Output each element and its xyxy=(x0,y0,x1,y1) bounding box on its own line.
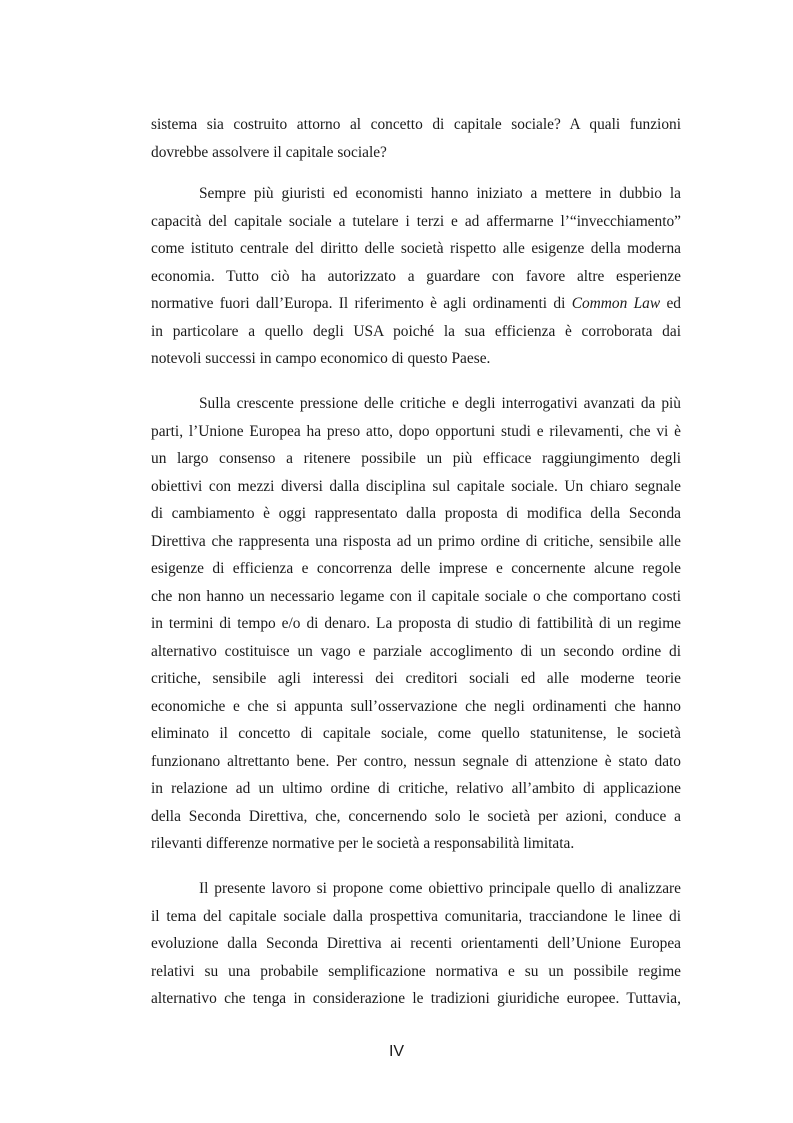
paragraph-line: economia. Tutto ciò ha autorizzato a guardare con favore altre esperienze xyxy=(151,267,681,285)
paragraph-line: Il presente lavoro si propone come obiettivo principale quello di analizzare xyxy=(199,880,681,897)
paragraph-line: un largo consenso a ritenere possibile un più efficace raggiungimento degli xyxy=(151,450,681,467)
paragraph-2 xyxy=(151,180,681,373)
paragraph-4 xyxy=(151,875,681,1013)
paragraph-line: parti, l’Unione Europea ha preso atto, dopo opportuni studi e rilevamenti, che vi è xyxy=(151,422,681,440)
paragraph-line: Direttiva che rappresenta una risposta ad un primo ordine di critiche, sensibile alle xyxy=(151,532,681,550)
paragraph-line: alternativo costituisce un vago e parziale accoglimento di un secondo ordine di xyxy=(151,642,681,660)
paragraph-line: notevoli successi in campo economico di questo Paese. xyxy=(151,350,491,367)
paragraph-3 xyxy=(151,390,681,858)
paragraph-line: rilevanti differenze normative per le società a responsabilità limitata. xyxy=(151,835,575,852)
paragraph-line: relativi su una probabile semplificazione normativa e su un possibile regime xyxy=(151,962,681,980)
paragraph-line: obiettivi con mezzi diversi dalla disciplina sul capitale sociale. Un chiaro segnale xyxy=(151,477,681,495)
page-number: IV xyxy=(388,1043,405,1060)
paragraph-line: dovrebbe assolvere il capitale sociale? xyxy=(151,143,387,161)
paragraph-line: evoluzione dalla Seconda Direttiva ai recenti orientamenti dell’Unione Europea xyxy=(151,935,681,952)
paragraph-line: in relazione ad un ultimo ordine di critiche, relativo all’ambito di applicazione xyxy=(151,780,681,797)
paragraph-line: economiche e che si appunta sull’osservazione che negli ordinamenti che hanno xyxy=(151,697,681,715)
paragraph-line: funzionano altrettanto bene. Per contro, nessun segnale di attenzione è stato dato xyxy=(151,752,681,770)
paragraph-line: capacità del capitale sociale a tutelare i terzi e ad affermarne l’“invecchiamento” xyxy=(151,212,681,230)
paragraph-line: in particolare a quello degli USA poiché la sua efficienza è corroborata dai xyxy=(151,322,681,340)
paragraph-line: di cambiamento è oggi rappresentato dalla proposta di modifica della Seconda xyxy=(151,505,681,522)
paragraph-line: come istituto centrale del diritto delle società rispetto alle esigenze della moderna xyxy=(151,240,681,257)
paragraph-line: critiche, sensibile agli interessi dei creditori sociali ed alle moderne teorie xyxy=(151,670,681,687)
paragraph-1 xyxy=(151,111,681,166)
paragraph-line-with-italic: normative fuori dall’Europa. Il riferimento è agli ordinamenti di Common Law ed xyxy=(151,295,681,312)
paragraph-line: sistema sia costruito attorno al concetto di capitale sociale? A quali funzioni xyxy=(151,116,681,133)
paragraph-line: esigenze di efficienza e concorrenza delle imprese e concernente alcune regole xyxy=(151,560,681,577)
paragraph-line: il tema del capitale sociale dalla prospettiva comunitaria, tracciandone le linee di xyxy=(151,907,681,925)
paragraph-line: alternativo che tenga in considerazione le tradizioni giuridiche europee. Tuttavia, xyxy=(151,990,681,1007)
paragraph-line: della Seconda Direttiva, che, concernendo solo le società per azioni, conduce a xyxy=(151,807,681,825)
paragraph-line: eliminato il concetto di capitale sociale, come quello statunitense, le società xyxy=(151,725,681,742)
paragraph-line: Sulla crescente pressione delle critiche e degli interrogativi avanzati da più xyxy=(199,395,681,412)
paragraph-line: Sempre più giuristi ed economisti hanno iniziato a mettere in dubbio la xyxy=(199,185,681,202)
italic-term: Common Law xyxy=(571,295,661,312)
paragraph-line: che non hanno un necessario legame con il capitale sociale o che comportano costi xyxy=(151,587,681,605)
paragraph-line: in termini di tempo e/o di denaro. La proposta di studio di fattibilità di un regime xyxy=(151,615,681,632)
